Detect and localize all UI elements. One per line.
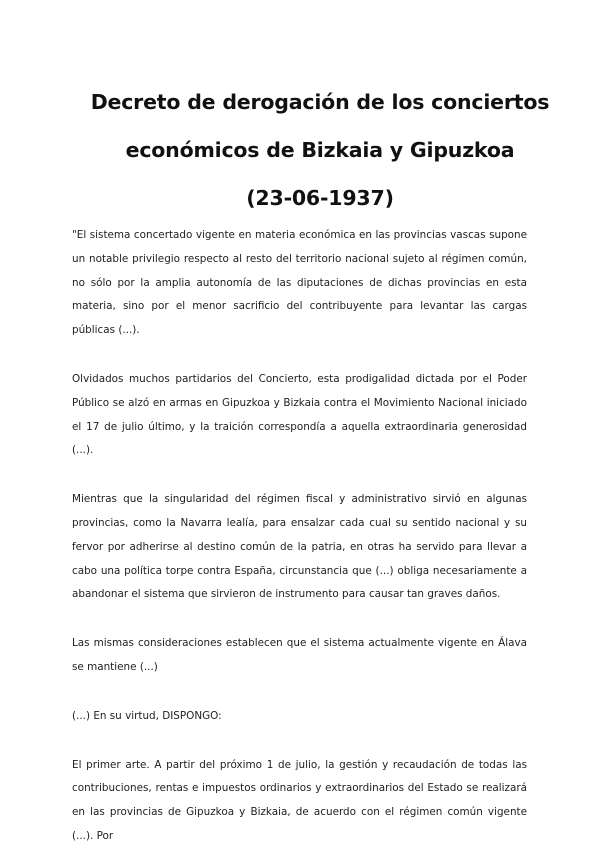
title-line-1: Decreto de derogación de los conciertos xyxy=(90,90,550,114)
document-body xyxy=(72,224,527,849)
title-line-2: económicos de Bizkaia y Gipuzkoa xyxy=(125,138,515,162)
paragraph-articulo-primero: El primer arte. A partir del próximo 1 de julio, la gestión y recaudación de todas las contribuciones, rentas e impuestos ordinarios y extraordinarios del Estado se realizará en las provincias de Gipuzkoa y Bizkaia, de acuerdo con el régimen común vigente (...). Por xyxy=(72,758,527,842)
paragraph-alava: Las mismas consideraciones establecen que el sistema actualmente vigente en Álava se mantiene (...) xyxy=(72,637,527,673)
title-date: (23-06-1937) xyxy=(246,186,394,210)
paragraph-dispongo: (...) En su virtud, DISPONGO: xyxy=(72,709,222,722)
document-title xyxy=(60,78,580,222)
paragraph-intro: "El sistema concertado vigente en materia económica en las provincias vascas supone un notable privilegio respecto al resto del territorio nacional sujeto al régimen común, no sólo por la amplia autonomía de las diputaciones de dichas provincias en esta materia, sino por el menor sacrificio del contribuyente para levantar las cargas públicas (...). xyxy=(72,229,527,337)
paragraph-singularidad: Mientras que la singularidad del régimen fiscal y administrativo sirvió en algunas provincias, como la Navarra lealía, para ensalzar cada cual su sentido nacional y su fervor por adherirse al destino común de la patria, en otras ha servido para llevar a cabo una política torpe contra España, circunstancia que (...) obliga necesariamente a abandonar el sistema que sirvieron de instrumento para causar tan graves daños. xyxy=(72,493,527,601)
paragraph-concierto: Olvidados muchos partidarios del Concierto, esta prodigalidad dictada por el Poder Público se alzó en armas en Gipuzkoa y Bizkaia contra el Movimiento Nacional iniciado el 17 de julio último, y la traición correspondía a aquella extraordinaria generosidad (...). xyxy=(72,372,527,457)
